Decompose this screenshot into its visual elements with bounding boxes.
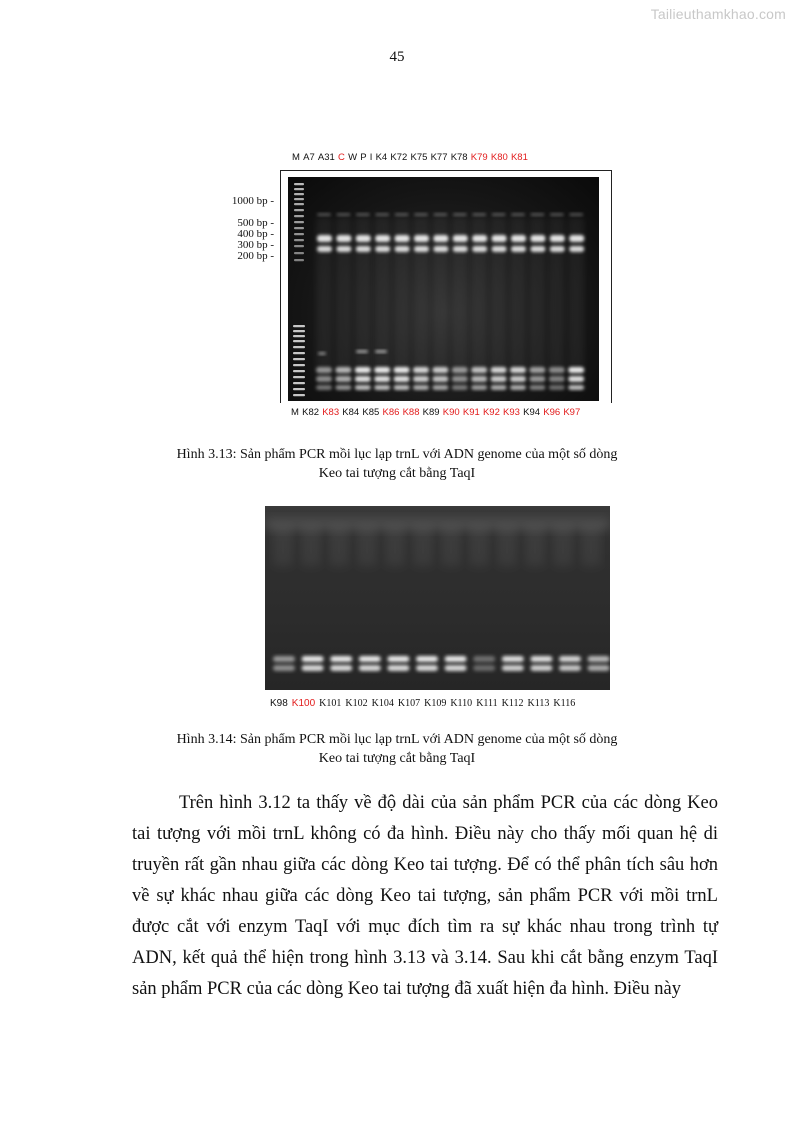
gel-band [293, 358, 305, 360]
lane-label: M [291, 407, 299, 418]
lane-label: K78 [450, 152, 468, 163]
gel-band [355, 385, 371, 390]
gel-band [510, 376, 526, 382]
lane-label: K88 [402, 407, 420, 418]
gel-band [497, 526, 517, 566]
gel-band [273, 656, 295, 662]
gel-band [330, 656, 352, 662]
lane-labels-top [292, 152, 531, 163]
gel-band [510, 385, 526, 390]
lane-label: K110 [450, 698, 473, 709]
gel-band [293, 335, 305, 337]
lane-label: K100 [291, 698, 316, 709]
gel-band [395, 246, 410, 252]
gel-band [356, 235, 371, 242]
lane-label: K72 [390, 152, 408, 163]
gel-band [395, 235, 410, 242]
gel-band [316, 367, 332, 373]
gel-band [549, 376, 565, 382]
lane-label: K98 [270, 698, 288, 709]
gel-band [525, 526, 545, 566]
gel-band [293, 364, 305, 366]
lane-label: K109 [424, 698, 447, 709]
gel-band [441, 526, 461, 566]
gel-band [453, 246, 468, 252]
gel-band [472, 235, 487, 242]
gel-band [469, 526, 489, 566]
gel-band [530, 656, 552, 662]
gel-band [395, 213, 409, 216]
gel-band [588, 665, 610, 671]
gel-band [317, 235, 332, 242]
gel-band [568, 385, 584, 390]
gel-band [433, 246, 448, 252]
gel-band [294, 233, 304, 235]
gel-band [414, 235, 429, 242]
gel-band [413, 367, 429, 373]
lane-labels-bottom [291, 407, 583, 418]
caption-line: Hình 3.13: Sản phẩm PCR mồi lục lạp trnL với ADN genome của một số dòng [176, 447, 618, 462]
lane-label: K116 [553, 698, 576, 709]
figure-caption-3-13 [120, 445, 674, 483]
lane-label: K102 [345, 698, 368, 709]
gel-band [432, 385, 448, 390]
lane-label: K104 [371, 698, 394, 709]
gel-band [359, 656, 381, 662]
caption-line: Hình 3.14: Sản phẩm PCR mồi lục lạp trnL với ADN genome của một số dòng [176, 732, 618, 747]
gel-band [413, 385, 429, 390]
gel-band [294, 239, 304, 241]
gel-band [355, 376, 371, 382]
lane-label: K4 [375, 152, 388, 163]
gel-band [413, 376, 429, 382]
gel-band [293, 382, 305, 384]
gel-band [294, 227, 304, 229]
gel-band [294, 221, 304, 223]
gel-band [294, 183, 304, 185]
gel-band [414, 246, 429, 252]
lane-label: K79 [470, 152, 488, 163]
gel-band [294, 203, 304, 205]
gel-band [511, 235, 526, 242]
ladder-label: 300 bp - [237, 239, 274, 251]
gel-band [471, 376, 487, 382]
ladder-label: 400 bp - [237, 228, 274, 240]
lane-label: K112 [501, 698, 524, 709]
gel-band [452, 367, 468, 373]
lane-label: K101 [319, 698, 342, 709]
lane-labels-3-14 [270, 698, 579, 709]
gel-band [471, 367, 487, 373]
gel-band [294, 193, 304, 195]
gel-band [374, 385, 390, 390]
gel-band [294, 245, 304, 247]
gel-band [387, 665, 409, 671]
gel-band [433, 235, 448, 242]
gel-band [336, 213, 350, 216]
gel-band [273, 526, 293, 566]
lane-label: W [348, 152, 358, 163]
ladder-label: 500 bp - [237, 217, 274, 229]
gel-band [549, 367, 565, 373]
lane-label: K97 [563, 407, 581, 418]
gel-band [293, 376, 305, 378]
gel-band [293, 352, 305, 354]
gel-band [529, 385, 545, 390]
gel-band [550, 213, 564, 216]
gel-band [293, 325, 305, 327]
gel-band [492, 213, 506, 216]
gel-band [502, 656, 524, 662]
caption-line: Keo tai tượng cắt bằng TaqI [318, 466, 476, 481]
lane-label: K113 [527, 698, 550, 709]
gel-band [385, 526, 405, 566]
gel-band [329, 526, 349, 566]
lane-label: C [338, 152, 345, 163]
gel-band [549, 385, 565, 390]
gel-band [471, 385, 487, 390]
gel-band [330, 665, 352, 671]
gel-band [492, 246, 507, 252]
lane-label: K91 [462, 407, 480, 418]
gel-band [452, 376, 468, 382]
gel-band [588, 656, 610, 662]
gel-band [559, 656, 581, 662]
gel-band [453, 235, 468, 242]
gel-band [375, 350, 387, 353]
gel-band [453, 213, 467, 216]
lane-label: P [360, 152, 367, 163]
gel-band [316, 376, 332, 382]
gel-band [581, 526, 601, 566]
gel-band [413, 526, 433, 566]
gel-band [293, 330, 305, 332]
gel-band [416, 656, 438, 662]
gel-band [294, 188, 304, 190]
lane-label: K96 [543, 407, 561, 418]
gel-band [317, 246, 332, 252]
gel-band [302, 656, 324, 662]
gel-band [553, 526, 573, 566]
lane-label: A31 [317, 152, 335, 163]
gel-band [432, 376, 448, 382]
gel-band [569, 235, 584, 242]
gel-band [502, 665, 524, 671]
gel-band [568, 367, 584, 373]
lane-label: K93 [503, 407, 520, 418]
gel-band [550, 235, 565, 242]
gel-band [473, 656, 495, 662]
gel-band [294, 259, 304, 261]
gel-band [293, 370, 305, 372]
gel-band [335, 376, 351, 382]
gel-band [416, 665, 438, 671]
gel-band [394, 367, 410, 373]
gel-band [374, 367, 390, 373]
gel-band [472, 213, 486, 216]
gel-band [294, 215, 304, 217]
lane-label: K107 [397, 698, 421, 709]
body-text [132, 788, 718, 1005]
gel-band [293, 340, 305, 342]
gel-band [394, 385, 410, 390]
gel-band [375, 246, 390, 252]
figure-caption-3-14 [120, 730, 674, 768]
gel-band [335, 385, 351, 390]
gel-band [445, 665, 467, 671]
lane-label: A7 [303, 152, 315, 163]
gel-band [294, 198, 304, 200]
gel-band [394, 376, 410, 382]
gel-band [273, 665, 295, 671]
gel-band [511, 213, 525, 216]
gel-band [569, 213, 583, 216]
gel-bands-3-14 [265, 506, 610, 690]
gel-band [356, 213, 370, 216]
gel-band [445, 656, 467, 662]
ladder-label: 200 bp - [237, 250, 274, 262]
gel-band [530, 235, 545, 242]
gel-band [293, 394, 305, 396]
lane-label: K83 [322, 407, 340, 418]
gel-band [473, 665, 495, 671]
gel-band [387, 656, 409, 662]
gel-band [510, 367, 526, 373]
gel-band [492, 235, 507, 242]
gel-band [472, 246, 487, 252]
lane-label: K81 [510, 152, 528, 163]
lane-label: K85 [362, 407, 380, 418]
lane-label: K75 [410, 152, 428, 163]
gel-band [559, 665, 581, 671]
gel-band [356, 350, 368, 353]
gel-band [569, 246, 584, 252]
lane-label: M [292, 152, 300, 163]
gel-band [318, 352, 326, 355]
gel-band [530, 213, 544, 216]
lane-label: K90 [442, 407, 460, 418]
gel-band [355, 367, 371, 373]
lane-label: K86 [382, 407, 400, 418]
gel-band [414, 213, 428, 216]
gel-band [294, 252, 304, 254]
gel-bands-3-13 [288, 177, 599, 401]
gel-band [491, 376, 507, 382]
gel-band [302, 665, 324, 671]
lane-label: K89 [422, 407, 440, 418]
gel-band [359, 665, 381, 671]
gel-image-3-13 [288, 177, 599, 401]
gel-band [335, 367, 351, 373]
gel-image-3-14 [265, 506, 610, 690]
gel-band [433, 213, 447, 216]
gel-band [432, 367, 448, 373]
gel-band [511, 246, 526, 252]
gel-band [301, 526, 321, 566]
gel-band [568, 376, 584, 382]
gel-band [317, 213, 331, 216]
body-paragraph: Trên hình 3.12 ta thấy về độ dài của sản phẩm PCR của các dòng Keo tai tượng với mồi trnL không có đa hình. Điều này cho thấy mối quan hệ di truyền rất gần nhau giữa các dòng Keo tai tượng. Để có thể phân tích sâu hơn về sự khác nhau giữa các dòng Keo tai tượng, sản phẩm PCR với mồi trnL được cắt với enzym TaqI với mục đích tìm ra sự khác nhau trong trình tự ADN, kết quả thể hiện trong hình 3.13 và 3.14. Sau khi cắt bằng enzym TaqI sản phẩm PCR của các dòng Keo tai tượng đã xuất hiện đa hình. Điều này [132, 793, 718, 999]
gel-band [357, 526, 377, 566]
gel-band [336, 246, 351, 252]
gel-band [491, 367, 507, 373]
gel-band [530, 665, 552, 671]
gel-band [374, 376, 390, 382]
gel-band [293, 346, 305, 348]
gel-band [530, 246, 545, 252]
lane-label: K92 [482, 407, 500, 418]
watermark: Tailieuthamkhao.com [650, 6, 786, 22]
gel-band [452, 385, 468, 390]
lane-label: K94 [523, 407, 541, 418]
gel-band [529, 367, 545, 373]
lane-label: K111 [476, 698, 498, 709]
gel-band [550, 246, 565, 252]
gel-band [529, 376, 545, 382]
lane-label: K77 [430, 152, 448, 163]
gel-band [293, 388, 305, 390]
lane-label: I [369, 152, 373, 163]
gel-band [375, 213, 389, 216]
lane-label: K82 [302, 407, 320, 418]
gel-band [375, 235, 390, 242]
gel-band [491, 385, 507, 390]
gel-band [316, 385, 332, 390]
gel-band [356, 246, 371, 252]
page-number: 45 [389, 49, 405, 65]
lane-label: K80 [490, 152, 508, 163]
caption-line: Keo tai tượng cắt bằng TaqI [318, 751, 476, 766]
ladder-label: 1000 bp - [231, 195, 274, 207]
gel-band [294, 209, 304, 211]
lane-label: K84 [342, 407, 360, 418]
gel-band [336, 235, 351, 242]
